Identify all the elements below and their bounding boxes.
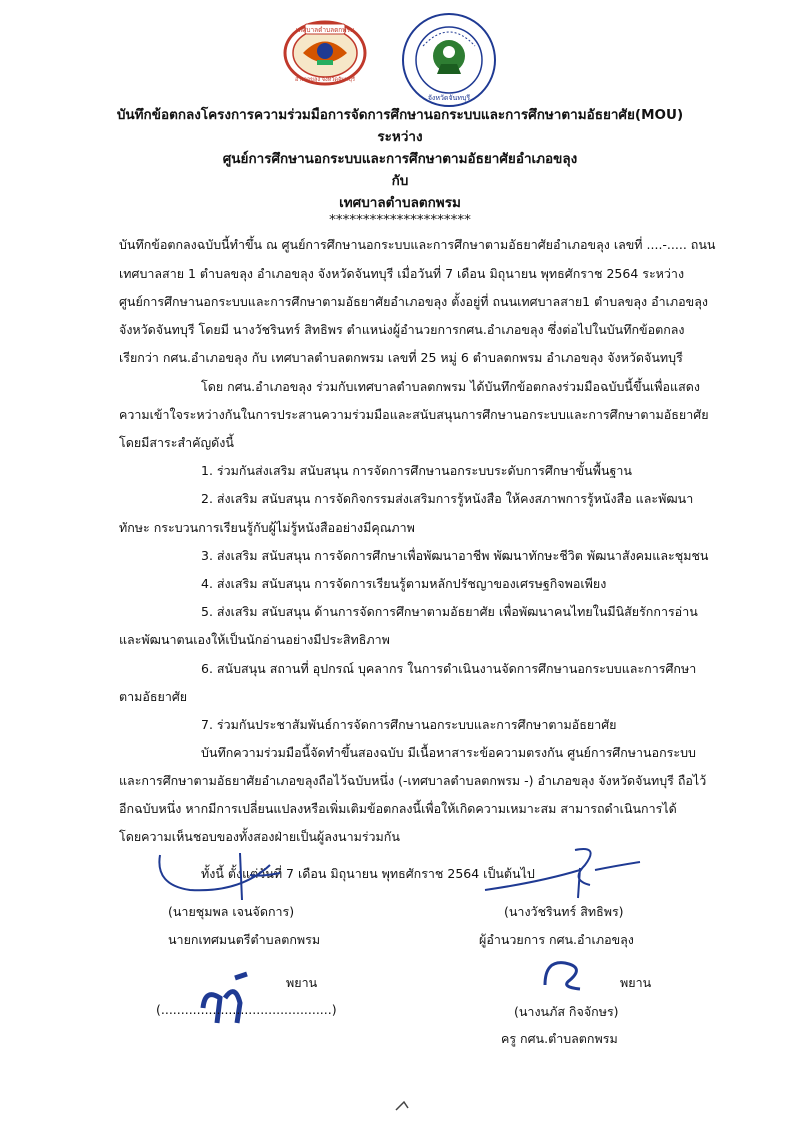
list-item: 7. ร่วมกันประชาสัมพันธ์การจัดการศึกษานอกระบบและการศึกษาตามอัธยาศัย [201,717,617,732]
scan-mark [394,1098,414,1114]
logo-right-bottom-text: จังหวัดจันทบุรี [427,94,471,102]
left-witness-label: พยาน [286,975,318,990]
right-witness-signature [540,955,590,995]
para2-line: โดย กศน.อำเภอขลุง ร่วมกับเทศบาลตำบลตกพรม ได้บันทึกข้อตกลงร่วมมือฉบับนี้ขึ้นเพื่อแสดง [201,379,700,394]
with-label: กับ [391,173,409,189]
para1-line: จังหวัดจันทบุรี โดยมี นางวัชรินทร์ สิทธิพร ตำแหน่งผู้อำนวยการกศน.อำเภอขลุง ซึ่งต่อไปในบันทึกข้อตกลง [119,322,685,337]
party2-name: เทศบาลตำบลตกพรม [339,195,461,211]
para3-line: อีกฉบับหนึ่ง หากมีการเปลี่ยนแปลงหรือเพิ่มเติมข้อตกลงนี้เพื่อให้เกิดความเหมาะสม สามารถดำเนินการได้ [119,801,677,816]
right-signature [480,840,650,900]
left-signer-name: (นายชุมพล เจนจัดการ) [168,904,295,919]
para2-line: โดยมีสาระสำคัญดังนี้ [119,435,234,450]
list-item-continuation: ทักษะ กระบวนการเรียนรู้กับผู้ไม่รู้หนังสืออย่างมีคุณภาพ [119,520,415,535]
list-item: 2. ส่งเสริม สนับสนุน การจัดกิจกรรมส่งเสริมการรู้หนังสือ ให้คงสภาพการรู้หนังสือ และพัฒนา [201,491,694,506]
para1-line: เทศบาลสาย 1 ตำบลขลุง อำเภอขลุง จังหวัดจันทบุรี เมื่อวันที่ 7 เดือน มิถุนายน พุทธศักราช 2564 ระหว่าง [119,266,685,281]
logo-left-bottom-text: อำเภอขลุง จังหวัดจันทบุรี [294,77,356,83]
municipality-logo [283,20,367,86]
right-signer-title: ผู้อำนวยการ กศน.อำเภอขลุง [479,932,634,947]
left-witness-name: (...........................................) [156,1002,337,1017]
logo-left-top-text: เทศบาลตำบลตกพรม [295,26,355,34]
para3-line: และการศึกษาตามอัธยาศัยอำเภอขลุงถือไว้ฉบับหนึ่ง (-เทศบาลตำบลตกพรม -) อำเภอขลุง จังหวัดจันทบุรี ถือไว้ [119,773,707,788]
separator-stars: ********************* [329,212,471,228]
list-item-continuation: และพัฒนาตนเองให้เป็นนักอ่านอย่างมีประสิทธิภาพ [119,632,390,647]
para1-line: ศูนย์การศึกษานอกระบบและการศึกษาตามอัธยาศัยอำเภอขลุง ตั้งอยู่ที่ ถนนเทศบาลสาย1 ตำบลขลุง อำเภอขลุง [119,294,708,309]
party1-name: ศูนย์การศึกษานอกระบบและการศึกษาตามอัธยาศัยอำเภอขลุง [222,151,578,167]
nfe-office-logo [401,12,497,108]
para3-line: บันทึกความร่วมมือนี้จัดทำขึ้นสองฉบับ มีเนื้อหาสาระข้อความตรงกัน ศูนย์การศึกษานอกระบบ [201,745,696,760]
list-item-continuation: ตามอัธยาศัย [119,689,188,704]
para1-line: บันทึกข้อตกลงฉบับนี้ทำขึ้น ณ ศูนย์การศึกษานอกระบบและการศึกษาตามอัธยาศัยอำเภอขลุง เลขที่ ....-..... ถนน [119,237,716,252]
left-signer-title: นายกเทศมนตรีตำบลตกพรม [168,932,321,947]
list-item: 6. สนับสนุน สถานที่ อุปกรณ์ บุคลากร ในการดำเนินงานจัดการศึกษานอกระบบและการศึกษา [201,661,697,676]
right-witness-label: พยาน [620,975,652,990]
list-item: 3. ส่งเสริม สนับสนุน การจัดการศึกษาเพื่อพัฒนาอาชีพ พัฒนาทักษะชีวิต พัฒนาสังคมและชุมชน [201,548,709,563]
para2-line: ความเข้าใจระหว่างกันในการประสานความร่วมมือและสนับสนุนการศึกษานอกระบบและการศึกษาตามอัธยาศัย [119,407,709,422]
between-label: ระหว่าง [377,129,423,145]
para3-line: โดยความเห็นชอบของทั้งสองฝ่ายเป็นผู้ลงนามร่วมกัน [119,829,400,844]
list-item: 4. ส่งเสริม สนับสนุน การจัดการเรียนรู้ตามหลักปรัชญาของเศรษฐกิจพอเพียง [201,576,607,591]
para1-line: เรียกว่า กศน.อำเภอขลุง กับ เทศบาลตำบลตกพรม เลขที่ 25 หมู่ 6 ตำบลตกพรม อำเภอขลุง จังหวัดจันทบุรี [119,350,683,365]
list-item: 1. ร่วมกันส่งเสริม สนับสนุน การจัดการศึกษานอกระบบระดับการศึกษาขั้นพื้นฐาน [201,463,632,478]
document-title: บันทึกข้อตกลงโครงการความร่วมมือการจัดการศึกษานอกระบบและการศึกษาตามอัธยาศัย(MOU) [116,107,684,123]
right-signer-name: (นางวัชรินทร์ สิทธิพร) [504,904,624,919]
left-witness-signature [195,968,255,1028]
list-item: 5. ส่งเสริม สนับสนุน ด้านการจัดการศึกษาตามอัธยาศัย เพื่อพัฒนาคนไทยในมีนิสัยรักการอ่าน [201,604,698,619]
right-witness-title: ครู กศน.ตำบลตกพรม [501,1031,618,1046]
right-witness-name: (นางนภัส กิจจักษร) [514,1004,619,1019]
effective-date: ทั้งนี้ ตั้งแต่วันที่ 7 เดือน มิถุนายน พุทธศักราช 2564 เป็นต้นไป [201,866,535,881]
